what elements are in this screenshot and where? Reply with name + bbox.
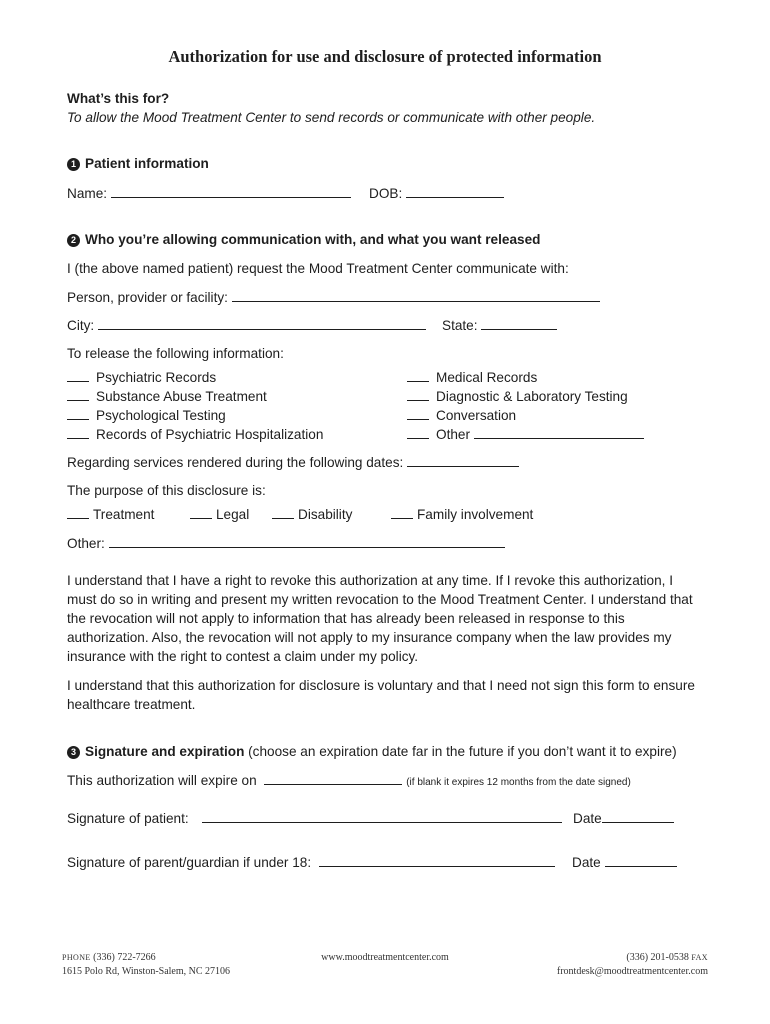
- section1-heading-text: Patient information: [85, 156, 209, 171]
- checkbox-line[interactable]: [407, 369, 429, 382]
- checkbox-line[interactable]: [67, 388, 89, 401]
- city-line[interactable]: [98, 317, 426, 330]
- email-link[interactable]: frontdesk@moodtreatmentcenter.com: [556, 966, 708, 977]
- other-purpose-field[interactable]: [67, 534, 505, 553]
- checkbox-line[interactable]: [407, 426, 429, 439]
- dob-field[interactable]: [369, 184, 504, 203]
- state-line[interactable]: [481, 317, 557, 330]
- release-label: To release the following information:: [67, 346, 284, 361]
- website-link[interactable]: www.moodtreatmentcenter.com: [321, 952, 449, 963]
- person-label: Person, provider or facility:: [67, 290, 228, 305]
- city-field[interactable]: [67, 316, 426, 335]
- release-item-other[interactable]: [407, 425, 644, 444]
- section2-heading-text: Who you’re allowing communication with, and what you want released: [85, 232, 541, 247]
- form-title: Authorization for use and disclosure of protected information: [168, 47, 602, 66]
- expire-field[interactable]: [67, 771, 631, 792]
- request-text: I (the above named patient) request the Mood Treatment Center communicate with:: [67, 261, 569, 276]
- voluntary-paragraph: I understand that this authorization for disclosure is voluntary and that I need not sign this form to ensure healthcare treatment.: [67, 678, 695, 712]
- intro-text: To allow the Mood Treatment Center to send records or communicate with other people.: [67, 110, 596, 125]
- item-label: Psychiatric Records: [96, 370, 217, 385]
- other-release-line[interactable]: [474, 426, 644, 439]
- checkbox-line[interactable]: [407, 407, 429, 420]
- release-item-psychiatric-records[interactable]: [67, 368, 216, 387]
- item-label: Records of Psychiatric Hospitalization: [96, 427, 324, 442]
- patient-signature-field[interactable]: [67, 809, 562, 828]
- purpose-label-text: Legal: [216, 507, 250, 522]
- release-item-conversation[interactable]: [407, 406, 516, 425]
- item-label: Medical Records: [436, 370, 538, 385]
- item-label: Psychological Testing: [96, 408, 226, 423]
- dates-label: Regarding services rendered during the following dates:: [67, 455, 404, 470]
- section3-heading-text: Signature and expiration: [85, 744, 245, 759]
- patient-signature-label: Signature of patient:: [67, 811, 189, 826]
- checkbox-line[interactable]: [407, 388, 429, 401]
- section2-heading: [67, 230, 540, 249]
- guardian-signature-field[interactable]: [67, 853, 555, 872]
- guardian-signature-label: Signature of parent/guardian if under 18:: [67, 855, 312, 870]
- patient-date-field[interactable]: [573, 809, 674, 828]
- guardian-date-label: Date: [572, 855, 601, 870]
- person-line[interactable]: [232, 289, 600, 302]
- state-label: State:: [442, 318, 478, 333]
- footer-contact-right: [557, 951, 708, 979]
- section3-number-icon: 3: [67, 746, 80, 759]
- fax-number: (336) 201-0538: [626, 952, 689, 963]
- section1-number-icon: 1: [67, 158, 80, 171]
- checkbox-line[interactable]: [67, 407, 89, 420]
- patient-date-label: Date: [573, 811, 602, 826]
- person-field[interactable]: [67, 288, 600, 307]
- item-label: Conversation: [436, 408, 517, 423]
- checkbox-line[interactable]: [391, 506, 413, 519]
- purpose-label: The purpose of this disclosure is:: [67, 483, 266, 498]
- checkbox-line[interactable]: [67, 369, 89, 382]
- purpose-label-text: Disability: [298, 507, 353, 522]
- purpose-family-involvement[interactable]: [391, 505, 533, 524]
- checkbox-line[interactable]: [272, 506, 294, 519]
- name-label: Name:: [67, 186, 108, 201]
- dates-field[interactable]: [67, 453, 519, 472]
- purpose-treatment[interactable]: [67, 505, 154, 524]
- dates-line[interactable]: [407, 454, 519, 467]
- guardian-signature-line[interactable]: [319, 854, 555, 867]
- phone-number: (336) 722-7266: [93, 952, 156, 963]
- phone-label: PHONE: [62, 953, 91, 962]
- expire-note: (if blank it expires 12 months from the date signed): [406, 777, 631, 788]
- dob-line[interactable]: [406, 185, 504, 198]
- patient-signature-line[interactable]: [202, 810, 562, 823]
- section1-heading: [67, 154, 209, 173]
- release-item-hospitalization[interactable]: [67, 425, 323, 444]
- intro-heading: What’s this for?: [67, 91, 170, 106]
- dob-label: DOB:: [369, 186, 403, 201]
- fax-label: FAX: [691, 953, 708, 962]
- checkbox-line[interactable]: [67, 426, 89, 439]
- section2-number-icon: 2: [67, 234, 80, 247]
- address: 1615 Polo Rd, Winston-Salem, NC 27106: [62, 966, 231, 977]
- name-line[interactable]: [111, 185, 351, 198]
- city-label: City:: [67, 318, 95, 333]
- name-field[interactable]: [67, 184, 351, 203]
- checkbox-line[interactable]: [67, 506, 89, 519]
- item-label: Substance Abuse Treatment: [96, 389, 267, 404]
- item-label: Other: [436, 427, 470, 442]
- item-label: Diagnostic & Laboratory Testing: [436, 389, 628, 404]
- purpose-label-text: Family involvement: [417, 507, 534, 522]
- expire-label: This authorization will expire on: [67, 773, 257, 788]
- state-field[interactable]: [442, 316, 557, 335]
- patient-date-line[interactable]: [602, 810, 674, 823]
- expire-line[interactable]: [264, 772, 402, 785]
- other-purpose-label: Other:: [67, 536, 105, 551]
- release-item-diagnostic-testing[interactable]: [407, 387, 628, 406]
- release-item-medical-records[interactable]: [407, 368, 537, 387]
- section3-heading: [67, 742, 677, 761]
- purpose-legal[interactable]: [190, 505, 249, 524]
- purpose-label-text: Treatment: [93, 507, 155, 522]
- release-item-psychological-testing[interactable]: [67, 406, 226, 425]
- purpose-disability[interactable]: [272, 505, 352, 524]
- other-purpose-line[interactable]: [109, 535, 505, 548]
- section3-heading-note: (choose an expiration date far in the future if you don’t want it to expire): [248, 744, 677, 759]
- checkbox-line[interactable]: [190, 506, 212, 519]
- guardian-date-line[interactable]: [605, 854, 677, 867]
- revoke-paragraph: I understand that I have a right to revoke this authorization at any time. If I revoke this authorization, I must do so in writing and present my written revocation to the Mood Treatment Center. I understand that the revocation will not apply to information that has already been released in response to this authorization. Also, the revocation will not apply to my insurance company when the law provides my insurance with the right to contest a claim under my policy.: [67, 573, 693, 664]
- release-item-substance-abuse[interactable]: [67, 387, 267, 406]
- guardian-date-field[interactable]: [572, 853, 677, 872]
